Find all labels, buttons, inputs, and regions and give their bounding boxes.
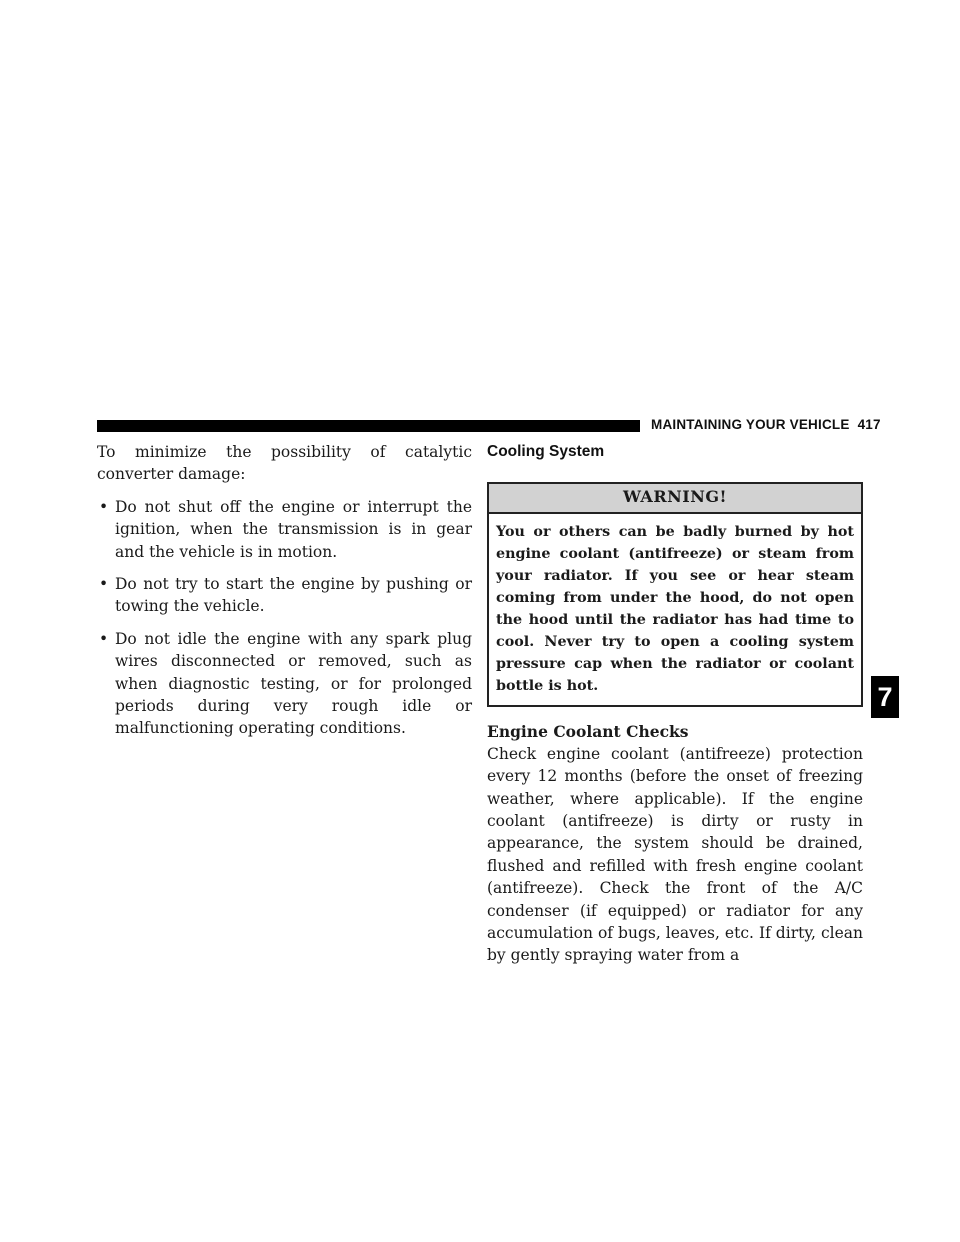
intro-paragraph: To minimize the possibility of catalytic converter damage: (97, 443, 472, 484)
warning-box (487, 482, 863, 706)
list-item-text: Do not try to start the engine by pushing or towing the vehicle. (115, 575, 472, 616)
header-rule (97, 420, 640, 432)
bullet-icon: • (99, 629, 109, 648)
left-column (97, 441, 472, 750)
right-column (487, 441, 863, 967)
bullet-icon: • (99, 497, 109, 516)
page-number: 417 (857, 417, 881, 432)
chapter-tab: 7 (871, 676, 899, 718)
section-title: Cooling System (487, 443, 605, 460)
body-paragraph: Check engine coolant (antifreeze) protection every 12 months (before the onset of freezing weather, where applicable). If the engine coolant (antifreeze) is dirty or rusty in appearance, the system should be drained, flushed and refilled with fresh engine coolant (antifreeze). Check the front of the A/C condenser (if equipped) or radiator for any accumulation of bugs, leaves, etc. If dirty, clean by gently spraying water from a (487, 744, 863, 965)
subsection-title: Engine Coolant Checks (487, 721, 689, 741)
list-item (97, 573, 472, 618)
running-header (651, 417, 881, 432)
warning-text: You or others can be badly burned by hot engine coolant (antifreeze) or steam from your radiator. If you see or hear steam coming from under the hood, do not open the hood until the radiator has had time to cool. Never try to open a cooling system pressure cap when the radiator or coolant bottle is hot. (496, 523, 854, 694)
list-item (97, 628, 472, 740)
header-section-title: MAINTAINING YOUR VEHICLE (651, 417, 850, 432)
list-item-text: Do not shut off the engine or interrupt the ignition, when the transmission is in gear and the vehicle is in motion. (115, 497, 472, 561)
warning-title: WARNING! (489, 484, 861, 513)
bullet-list (97, 496, 472, 740)
list-item-text: Do not idle the engine with any spark plug wires disconnected or removed, such as when diagnostic testing, or for prolonged periods during very rough idle or malfunctioning operating conditions. (115, 629, 472, 738)
list-item (97, 496, 472, 563)
bullet-icon: • (99, 575, 109, 594)
